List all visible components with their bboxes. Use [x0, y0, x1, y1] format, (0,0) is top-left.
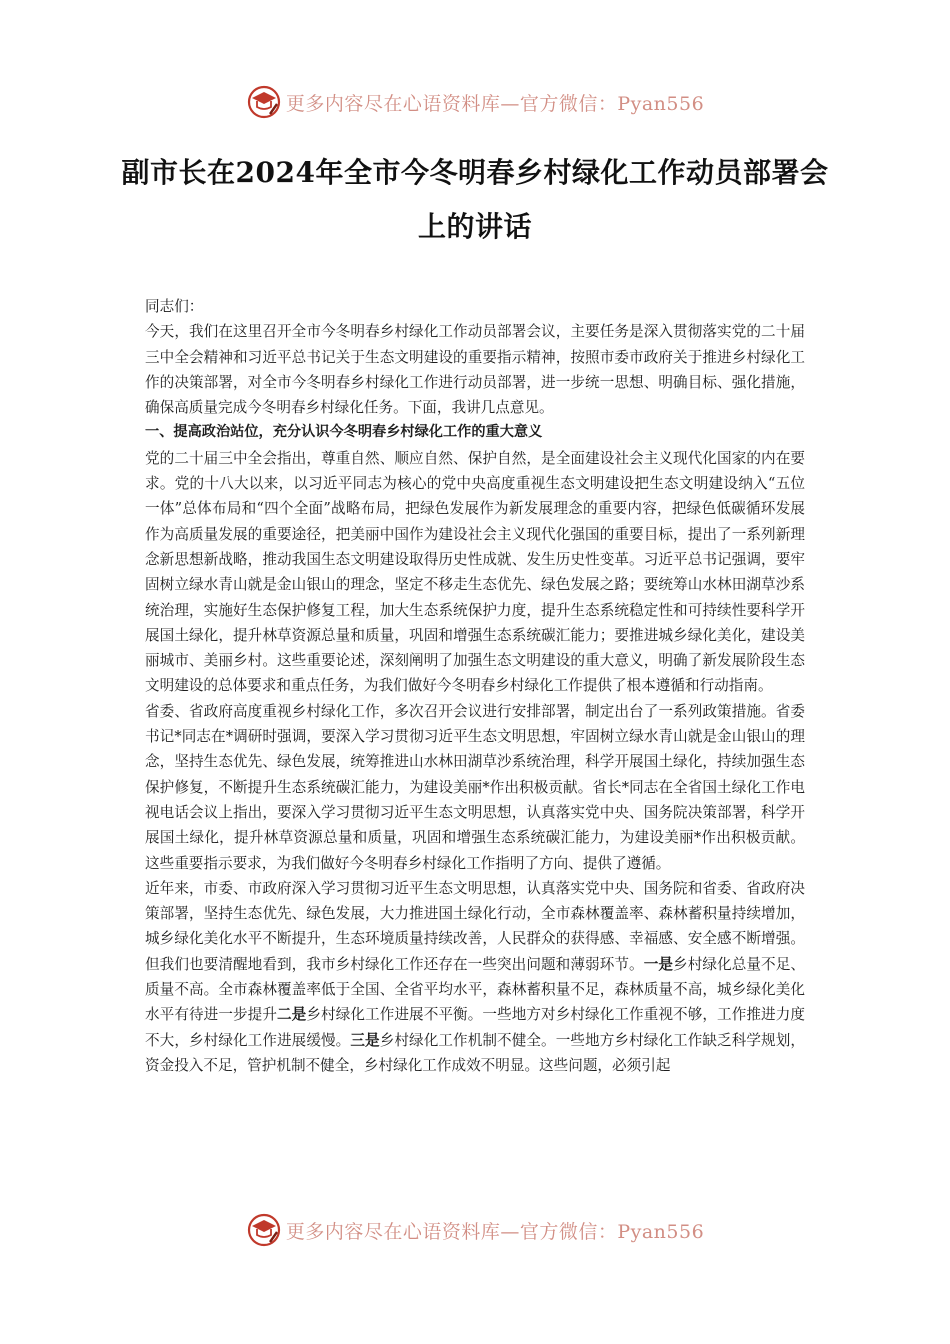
mortarboard-pen-logo-icon: [246, 84, 282, 120]
point-label: 三是: [350, 1031, 380, 1049]
point-label: 二是: [277, 1006, 307, 1024]
banner-text: 更多内容尽在心语资料库—官方微信：Pyan556: [285, 1220, 705, 1243]
document-title: 副市长在2024年全市今冬明春乡村绿化工作动员部署会上的讲话: [121, 156, 829, 243]
paragraph-text: 乡村绿化工作进展不平衡。一些地方对乡村绿化工作重视不够，工作推进力度不大，乡村绿化工作进展缓慢。: [145, 1006, 805, 1049]
paragraph-text: 乡村绿化总量不足、质量不高。全市森林覆盖率低于全国、全省平均水平，森林蓄积量不足，森林质量不高，城乡绿化美化水平有待进一步提升: [145, 955, 805, 1024]
paragraph-text: 乡村绿化工作机制不健全。一些地方乡村绿化工作缺乏科学规划，资金投入不足，管护机制不健全，乡村绿化工作成效不明显。这些问题，必须引起: [145, 1031, 805, 1074]
header-banner: [0, 82, 950, 122]
section-heading: 一、提高政治站位，充分认识今冬明春乡村绿化工作的重大意义: [145, 424, 543, 441]
intro-paragraph: 今天，我们在这里召开全市今冬明春乡村绿化工作动员部署会议，主要任务是深入贯彻落实党的二十届三中全会精神和习近平总书记关于生态文明建设的重要指示精神，按照市委市政府关于推进乡村绿化工作的决策部署，对全市今冬明春乡村绿化工作进行动员部署，进一步统一思想、明确目标、强化措施，确保高质量完成今冬明春乡村绿化任务。下面，我讲几点意见。: [145, 323, 805, 417]
greeting: 同志们：: [145, 298, 204, 315]
document-body: [145, 294, 805, 1078]
footer-banner: [0, 1210, 950, 1250]
mortarboard-pen-logo-icon: [246, 1212, 282, 1248]
banner-text: 更多内容尽在心语资料库—官方微信：Pyan556: [285, 92, 705, 115]
paragraph-text: 近年来，市委、市政府深入学习贯彻习近平生态文明思想，认真落实党中央、国务院和省委、省政府决策部署，坚持生态优先、绿色发展，大力推进国土绿化行动，全市森林覆盖率、森林蓄积量持续增加，城乡绿化美化水平不断提升，生态环境质量持续改善，人民群众的获得感、幸福感、安全感不断增强。但我们也要清醒地看到，我市乡村绿化工作还存在一些突出问题和薄弱环节。: [145, 879, 805, 973]
paragraph: 省委、省政府高度重视乡村绿化工作，多次召开会议进行安排部署，制定出台了一系列政策措施。省委书记*同志在*调研时强调，要深入学习贯彻习近平生态文明思想，牢固树立绿水青山就是金山银山的理念，坚持生态优先、绿色发展，统筹推进山水林田湖草沙系统治理，科学开展国土绿化，持续加强生态保护修复，不断提升生态系统碳汇能力，为建设美丽*作出积极贡献。省长*同志在全省国土绿化工作电视电话会议上指出，要深入学习贯彻习近平生态文明思想，认真落实党中央、国务院决策部署，科学开展国土绿化，提升林草资源总量和质量，巩固和增强生态系统碳汇能力，为建设美丽*作出积极贡献。这些重要指示要求，为我们做好今冬明春乡村绿化工作指明了方向、提供了遵循。: [145, 702, 805, 872]
paragraph: [145, 876, 805, 1078]
paragraph: 党的二十届三中全会指出，尊重自然、顺应自然、保护自然，是全面建设社会主义现代化国家的内在要求。党的十八大以来，以习近平同志为核心的党中央高度重视生态文明建设把生态文明建设纳入“五位一体”总体布局和“四个全面”战略布局，把绿色发展作为新发展理念的重要内容，把绿色低碳循环发展作为高质量发展的重要途径，把美丽中国作为建设社会主义现代化强国的重要目标，提出了一系列新理念新思想新战略，推动我国生态文明建设取得历史性成就、发生历史性变革。习近平总书记强调，要牢固树立绿水青山就是金山银山的理念，坚定不移走生态优先、绿色发展之路；要统筹山水林田湖草沙系统治理，实施好生态保护修复工程，加大生态系统保护力度，提升生态系统稳定性和可持续性要科学开展国土绿化，提升林草资源总量和质量，巩固和增强生态系统碳汇能力；要推进城乡绿化美化，建设美丽城市、美丽乡村。这些重要论述，深刻阐明了加强生态文明建设的重大意义，明确了新发展阶段生态文明建设的总体要求和重点任务，为我们做好今冬明春乡村绿化工作提供了根本遵循和行动指南。: [145, 449, 805, 695]
point-label: 一是: [643, 955, 674, 973]
